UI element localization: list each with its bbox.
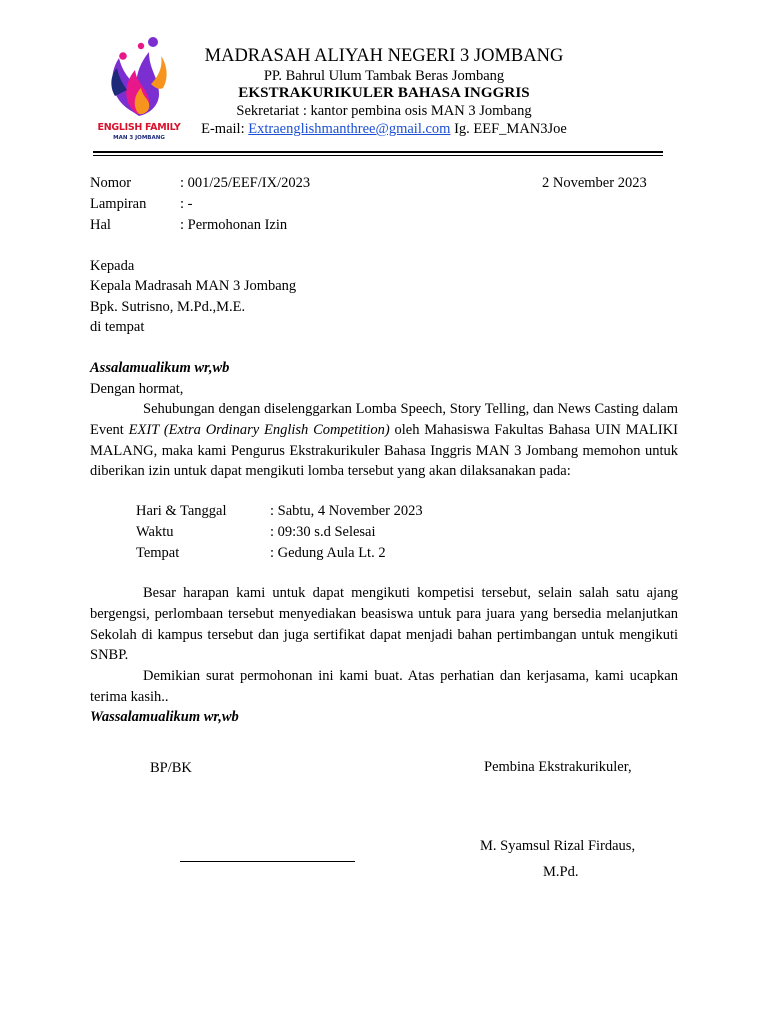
school-name: MADRASAH ALIYAH NEGERI 3 JOMBANG	[204, 46, 564, 66]
greeting: Assalamualikum wr,wb	[90, 360, 230, 376]
event-name: EXIT (Extra Ordinary English Competition)	[128, 421, 390, 438]
recipient-position: Kepala Madrasah MAN 3 Jombang	[90, 278, 297, 294]
closing: Wassalamualikum wr,wb	[90, 709, 239, 725]
event-time-value: : 09:30 s.d Selesai	[270, 524, 376, 540]
recipient-place: di tempat	[90, 319, 145, 335]
hal-value: : Permohonan Izin	[180, 217, 288, 233]
email-label: E-mail:	[201, 121, 245, 137]
secretariat-address: Sekretariat : kantor pembina osis MAN 3 Jombang	[236, 103, 532, 119]
signature-right-name: M. Syamsul Rizal Firdaus,	[480, 838, 636, 854]
event-place-label: Tempat	[136, 545, 180, 561]
event-place-value: : Gedung Aula Lt. 2	[270, 545, 386, 561]
logo-subtitle: MAN 3 JOMBANG	[113, 135, 165, 141]
signature-right-degree: M.Pd.	[543, 864, 579, 880]
paragraph-1	[90, 399, 678, 482]
paragraph-3: Demikian surat permohonan ini kami buat. Atas perhatian dan kerjasama, kami ucapkan terima kasih..	[90, 668, 678, 705]
recipient-to: Kepada	[90, 258, 135, 274]
paragraph-1-text-b: oleh Mahasiswa Fakultas Bahasa UIN MALIKI MALANG, maka kami Pengurus Ekstrakurikuler Bahasa Inggris MAN 3 Jombang memohon untuk diberikan izin untuk dapat mengikuti lomba tersebut yang akan dilaksanakan pada:	[90, 421, 678, 480]
lampiran-label: Lampiran	[90, 196, 147, 212]
signature-left-title: BP/BK	[150, 760, 192, 776]
event-day-value: : Sabtu, 4 November 2023	[270, 503, 423, 519]
header-divider	[93, 151, 663, 153]
signature-line-left	[180, 861, 355, 862]
pesantren-name: PP. Bahrul Ulum Tambak Beras Jombang	[263, 68, 505, 84]
nomor-value: : 001/25/EEF/IX/2023	[180, 175, 311, 191]
event-day-label: Hari & Tanggal	[136, 503, 227, 519]
contact-line	[180, 121, 588, 138]
english-family-logo	[93, 34, 185, 146]
opening: Dengan hormat,	[90, 381, 184, 397]
recipient-name: Bpk. Sutrisno, M.Pd.,M.E.	[90, 299, 246, 315]
hal-label: Hal	[90, 217, 111, 233]
nomor-label: Nomor	[90, 175, 132, 191]
paragraph-1-text-a: Sehubungan dengan diselenggarkan Lomba Speech, Story Telling, dan News Casting dalam Event	[90, 401, 678, 438]
letter-date: 2 November 2023	[542, 175, 647, 191]
email-link[interactable]: Extraenglishmanthree@gmail.com	[248, 121, 451, 137]
lampiran-value: : -	[180, 196, 193, 212]
club-name: EKSTRAKURIKULER BAHASA INGGRIS	[238, 85, 530, 101]
header-divider-thin	[93, 155, 663, 156]
paragraph-2: Besar harapan kami untuk dapat mengikuti kompetisi tersebut, selain salah satu ajang bergengsi, perlombaan tersebut menyediakan beasiswa untuk para juara yang bersedia melanjutkan Sekolah di kampus tersebut dan juga sertifikat dapat menjadi bahan pertimbangan untuk mengikuti SNBP.	[90, 585, 678, 664]
instagram-handle: Ig. EEF_MAN3Joe	[454, 121, 567, 137]
signature-right-title: Pembina Ekstrakurikuler,	[484, 759, 632, 775]
event-time-label: Waktu	[136, 524, 174, 540]
logo-title: ENGLISH FAMILY	[97, 122, 181, 133]
